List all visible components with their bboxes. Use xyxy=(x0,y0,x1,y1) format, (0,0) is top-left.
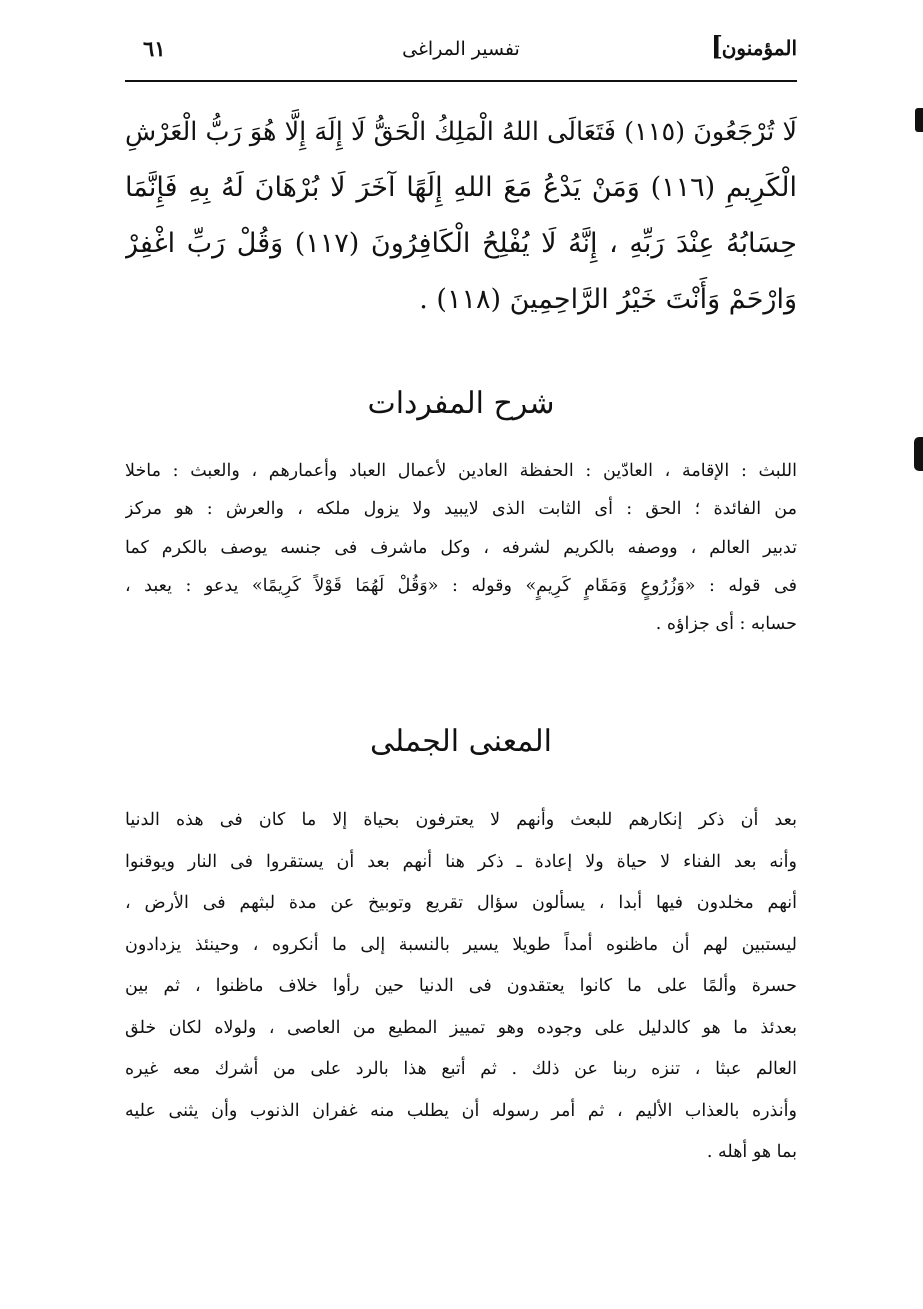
text-line: بعد أن ذكر إنكارهم للبعث وأنهم لا يعترفون بحياة إلا ما كان فى هذه الدنيا xyxy=(125,810,797,830)
overall-meaning-heading: المعنى الجملى xyxy=(369,724,552,759)
scan-edge-mark xyxy=(915,108,923,132)
verse-line: وَارْحَمْ وَأَنْتَ خَيْرُ الرَّاحِمِينَ (١١٨) . xyxy=(419,284,797,315)
text-line: اللبث : الإقامة ، العادّين : الحفظة العادين لأعمال العباد وأعمارهم ، والعبث : ماخلا xyxy=(125,461,797,481)
surah-name: المؤمنون xyxy=(721,36,797,60)
text-line: وأنه بعد الفناء لا حياة ولا إعادة ـ ذكر هنا أنهم بعد أن يستقروا فى النار ويوقنوا xyxy=(125,851,797,872)
vocabulary-text xyxy=(125,452,797,643)
header-bracket: ] xyxy=(710,32,723,62)
vocabulary-heading: شرح المفردات xyxy=(367,386,555,421)
text-line: تدبير العالم ، ووصفه بالكريم لشرفه ، وكل ماشرف فى جنسه يوصف بالكرم كما xyxy=(125,537,797,558)
text-line: ليستبين لهم أن ماظنوه أمداً طويلا يسير بالنسبة إلى ما أنكروه ، وحينئذ يزدادون xyxy=(125,934,797,955)
scan-edge-mark xyxy=(914,437,923,471)
book-title: تفسير المراغى xyxy=(402,38,520,60)
text-line: حسرة وألمًا على ما كانوا يعتقدون فى الدنيا حين رأوا خلاف ماظنوا ، ثم بين xyxy=(125,976,797,996)
verse-line: لَا تُرْجَعُونَ (١١٥) فَتَعَالَى اللهُ الْمَلِكُ الْحَقُّ لَا إِلَهَ إِلَّا هُوَ رَبُّ الْعَرْشِ xyxy=(125,117,797,147)
page-number: ٦١ xyxy=(143,36,166,61)
verse-line: الْكَرِيمِ (١١٦) وَمَنْ يَدْعُ مَعَ اللهِ إِلَهًا آخَرَ لَا بُرْهَانَ لَهُ بِهِ فَإِنَّمَا xyxy=(125,172,797,203)
text-line: من الفائدة ؛ الحق : أى الثابت الذى لايبيد ولا يزول ملكه ، والعرش : هو مركز xyxy=(125,499,797,520)
header-rule xyxy=(125,80,797,82)
text-line: أنهم مخلدون فيها أبدا ، يسألون سؤال تقريع وتوبيخ عن مدة لبثهم فى الأرض ، xyxy=(125,893,797,913)
verse-line: حِسَابُهُ عِنْدَ رَبِّهِ ، إِنَّهُ لَا يُفْلِحُ الْكَافِرُونَ (١١٧) وَقُلْ رَبِّ اغْفِرْ xyxy=(125,228,797,259)
quran-verses xyxy=(125,104,797,328)
text-line: بما هو أهله . xyxy=(706,1142,797,1162)
text-line: وأنذره بالعذاب الأليم ، ثم أمر رسوله أن يطلب منه غفران الذنوب وأن يثنى عليه xyxy=(125,1100,797,1121)
text-line: حسابه : أى جزاؤه . xyxy=(655,614,797,635)
text-line: بعدئذ ما هو كالدليل على وجوده وهو تمييز المطيع من العاصى ، ولولاه لكان خلق xyxy=(125,1017,797,1038)
overall-meaning-text xyxy=(125,800,797,1174)
page-header xyxy=(125,30,797,80)
text-line: العالم عبثا ، تنزه ربنا عن ذلك . ثم أتبع هذا بالرد على من أشرك معه غيره xyxy=(125,1059,797,1079)
text-line: فى قوله : «وَزُرُوعٍ وَمَقَامٍ كَرِيمٍ» وقوله : «وَقُلْ لَهُمَا قَوْلاً كَرِيمًا» يدعو : يعبد ، xyxy=(125,575,797,596)
